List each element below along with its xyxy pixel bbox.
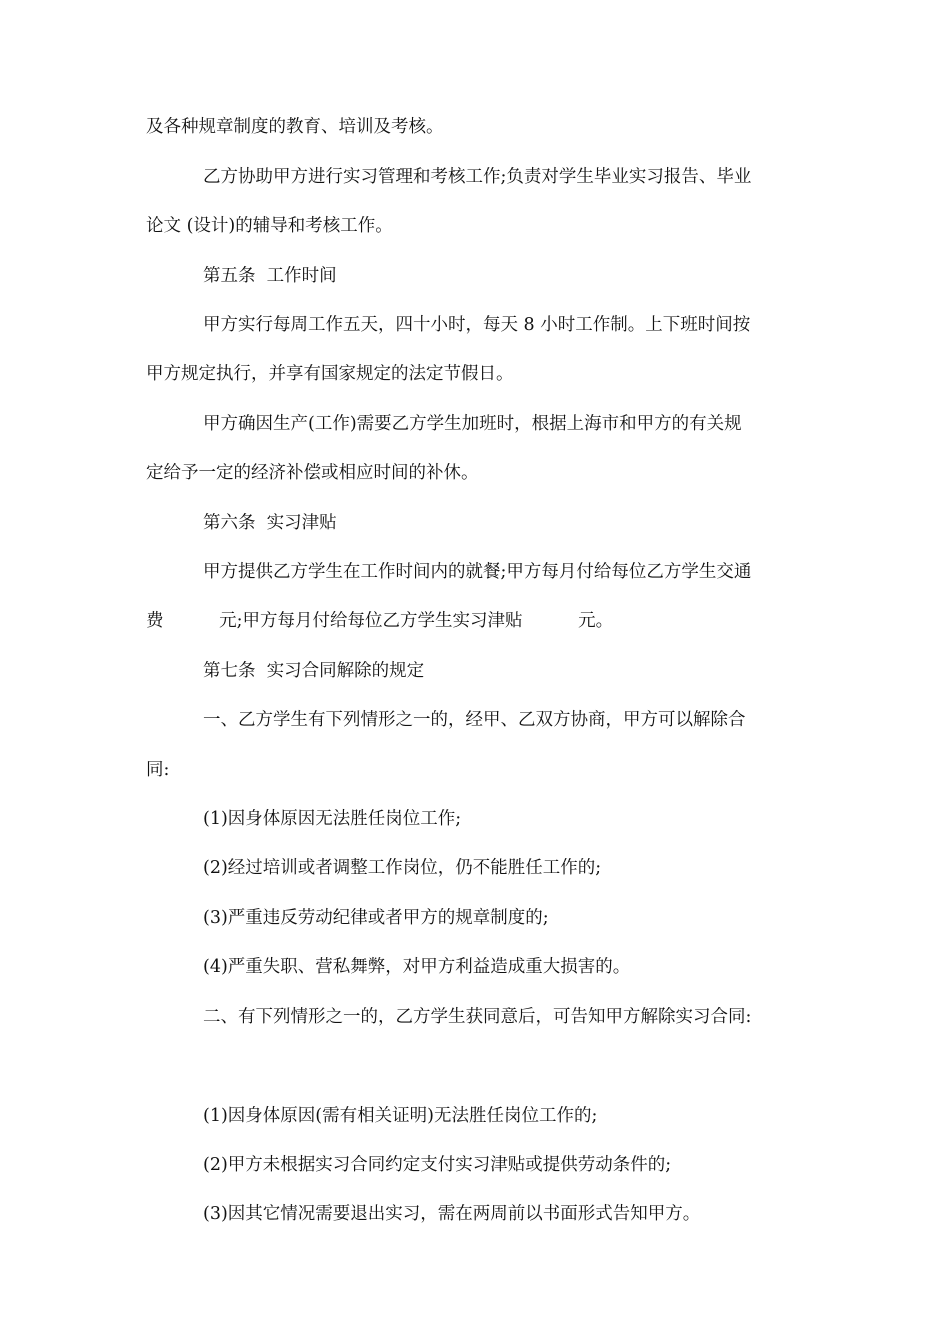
paragraph-line: 甲方提供乙方学生在工作时间内的就餐;甲方每月付给每位乙方学生交通 — [203, 562, 752, 582]
paragraph-line: 定给予一定的经济补偿或相应时间的补休。 — [146, 463, 479, 483]
section-heading: 第六条 实习津贴 — [203, 513, 337, 533]
paragraph-line: 一、乙方学生有下列情形之一的，经甲、乙双方协商，甲方可以解除合 — [203, 710, 746, 730]
section-heading: 第五条 工作时间 — [203, 266, 337, 286]
paragraph-line: 甲方确因生产(工作)需要乙方学生加班时，根据上海市和甲方的有关规 — [203, 414, 742, 434]
list-item: (3)因其它情况需要退出实习，需在两周前以书面形式告知甲方。 — [203, 1204, 701, 1224]
list-item: (2)甲方未根据实习合同约定支付实习津贴或提供劳动条件的; — [203, 1155, 672, 1175]
paragraph-line: 同: — [146, 760, 170, 780]
paragraph-line: 甲方规定执行，并享有国家规定的法定节假日。 — [146, 364, 514, 384]
paragraph-line: 二、有下列情形之一的，乙方学生获同意后，可告知甲方解除实习合同: — [203, 1007, 752, 1027]
paragraph-line: 乙方协助甲方进行实习管理和考核工作;负责对学生毕业实习报告、毕业 — [203, 167, 752, 187]
list-item: (1)因身体原因无法胜任岗位工作; — [203, 809, 462, 829]
paragraph-line: 费 元;甲方每月付给每位乙方学生实习津贴 元。 — [146, 611, 614, 631]
list-item: (3)严重违反劳动纪律或者甲方的规章制度的; — [203, 908, 549, 928]
paragraph-line: 及各种规章制度的教育、培训及考核。 — [146, 117, 444, 137]
list-item: (4)严重失职、营私舞弊，对甲方利益造成重大损害的。 — [203, 957, 631, 977]
list-item: (1)因身体原因(需有相关证明)无法胜任岗位工作的; — [203, 1106, 598, 1126]
section-heading: 第七条 实习合同解除的规定 — [203, 661, 425, 681]
paragraph-line: 甲方实行每周工作五天，四十小时，每天 8 小时工作制。上下班时间按 — [203, 315, 751, 335]
paragraph-line: 论文 (设计)的辅导和考核工作。 — [146, 216, 393, 236]
list-item: (2)经过培训或者调整工作岗位，仍不能胜任工作的; — [203, 858, 602, 878]
